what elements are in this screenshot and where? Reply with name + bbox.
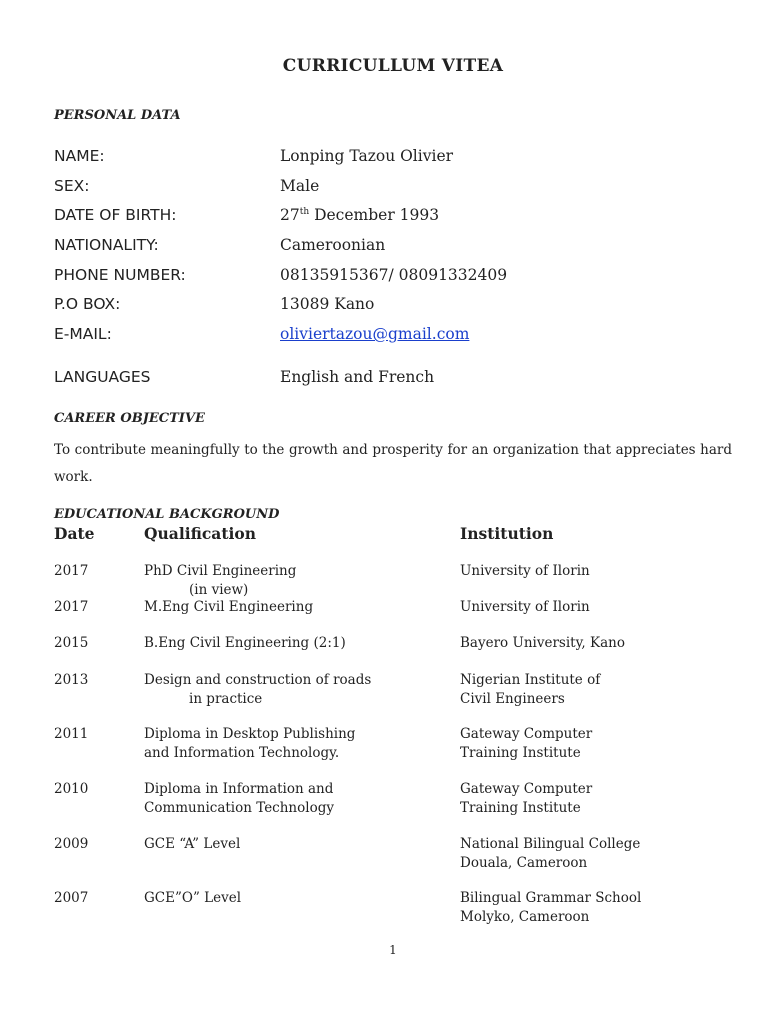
education-heading: EDUCATIONAL BACKGROUND xyxy=(54,507,280,522)
edu-date: 2007 xyxy=(54,890,89,906)
edu-institution xyxy=(460,835,760,872)
email-label: E-MAIL: xyxy=(54,325,112,343)
column-header-date: Date xyxy=(54,524,95,543)
edu-date: 2017 xyxy=(54,563,89,579)
languages-label: LANGUAGES xyxy=(54,368,151,386)
pobox-label: P.O BOX: xyxy=(54,295,121,313)
edu-qualification xyxy=(144,562,444,599)
edu-qualification xyxy=(144,725,444,762)
qual-line-2: (in view) xyxy=(189,581,249,598)
phone-label: PHONE NUMBER: xyxy=(54,266,186,284)
inst-line: Nigerian Institute of xyxy=(460,672,601,688)
edu-qualification xyxy=(144,671,444,708)
edu-date: 2013 xyxy=(54,672,89,688)
email-link[interactable]: oliviertazou@gmail.com xyxy=(280,325,470,343)
inst-line: Gateway Computer xyxy=(460,781,593,797)
dob-day: 27 xyxy=(280,206,300,224)
edu-institution xyxy=(460,780,760,817)
qual-line: PhD Civil Engineering xyxy=(144,563,297,579)
phone-value: 08135915367/ 08091332409 xyxy=(280,266,508,284)
sex-label: SEX: xyxy=(54,177,90,195)
edu-qualification xyxy=(144,780,444,817)
inst-line-2: Civil Engineers xyxy=(460,690,565,707)
edu-qualification: GCE”O” Level xyxy=(144,890,242,906)
languages-value: English and French xyxy=(280,368,435,386)
edu-qualification: B.Eng Civil Engineering (2:1) xyxy=(144,635,346,651)
edu-institution xyxy=(460,671,760,708)
inst-line: National Bilingual College xyxy=(460,836,641,852)
inst-line-2: Douala, Cameroon xyxy=(460,854,588,871)
qual-line: Diploma in Desktop Publishing xyxy=(144,726,356,742)
nationality-label: NATIONALITY: xyxy=(54,236,159,254)
inst-line: Gateway Computer xyxy=(460,726,593,742)
document-title: CURRICULLUM VITEA xyxy=(282,56,504,76)
qual-line: Diploma in Information and xyxy=(144,781,334,797)
edu-date: 2017 xyxy=(54,599,89,615)
edu-institution: University of Ilorin xyxy=(460,563,590,579)
pobox-value: 13089 Kano xyxy=(280,295,375,313)
column-header-institution: Institution xyxy=(460,524,554,543)
edu-date: 2010 xyxy=(54,781,89,797)
edu-qualification: GCE “A” Level xyxy=(144,836,241,852)
column-header-qualification: Qualification xyxy=(144,524,256,543)
sex-value: Male xyxy=(280,177,320,195)
page-number: 1 xyxy=(389,943,397,957)
edu-institution: Bayero University, Kano xyxy=(460,635,625,651)
dob-label: DATE OF BIRTH: xyxy=(54,206,177,224)
name-value: Lonping Tazou Olivier xyxy=(280,147,454,165)
inst-line: Bilingual Grammar School xyxy=(460,890,642,906)
qual-line-2: Communication Technology xyxy=(144,799,334,816)
qual-line-2: and Information Technology. xyxy=(144,744,340,761)
career-objective-text: To contribute meaningfully to the growth and prosperity for an organization that appreciates hard work. xyxy=(54,442,732,485)
inst-line-2: Training Institute xyxy=(460,744,581,761)
dob-suffix: th xyxy=(299,206,310,217)
nationality-value: Cameroonian xyxy=(280,236,386,254)
career-objective-heading: CAREER OBJECTIVE xyxy=(54,411,205,426)
name-label: NAME: xyxy=(54,147,105,165)
edu-institution xyxy=(460,725,760,762)
edu-institution: University of Ilorin xyxy=(460,599,590,615)
edu-institution xyxy=(460,889,760,926)
edu-date: 2015 xyxy=(54,635,89,651)
dob-rest: December 1993 xyxy=(309,206,440,224)
qual-line: Design and construction of roads xyxy=(144,672,372,688)
edu-date: 2011 xyxy=(54,726,89,742)
edu-qualification: M.Eng Civil Engineering xyxy=(144,599,314,615)
qual-line-2: in practice xyxy=(189,690,263,707)
inst-line-2: Training Institute xyxy=(460,799,581,816)
inst-line-2: Molyko, Cameroon xyxy=(460,908,590,925)
dob-value xyxy=(280,206,439,224)
personal-data-heading: PERSONAL DATA xyxy=(54,108,181,123)
edu-date: 2009 xyxy=(54,836,89,852)
